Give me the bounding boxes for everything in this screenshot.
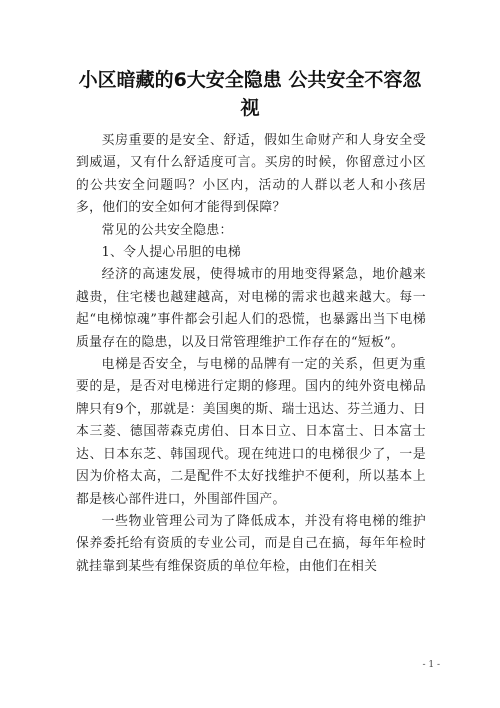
page-number: - 1 - <box>422 660 440 670</box>
document-body <box>76 130 426 578</box>
paragraph-elevator-demand: 经济的高速发展，使得城市的用地变得紧急，地价越来越贵，住宅楼也越建越高，对电梯的需求也越来越大。每一起“电梯惊魂”事件都会引起人们的恐慌，也暴露出当下电梯质量存在的隐患，以及日常管理维护工作存在的“短板”。 <box>76 267 426 350</box>
paragraph-intro: 买房重要的是安全、舒适，假如生命财产和人身安全受到威逼，又有什么舒适度可言。买房的时候，你留意过小区的公共安全问题吗？小区内，活动的人群以老人和小孩居多，他们的安全如何才能得到保障？ <box>76 133 426 216</box>
paragraph-section-1-heading: 1、令人提心吊胆的电梯 <box>101 245 242 261</box>
document-title: 小区暗藏的6大安全隐患 公共安全不容忽视 <box>78 69 422 119</box>
paragraph-property-management: 一些物业管理公司为了降低成本，并没有将电梯的维护保养委托给有资质的专业公司，而是自己在搞，每年年检时就挂靠到某些有维保资质的单位年检，由他们在相关 <box>76 513 426 574</box>
paragraph-elevator-brands: 电梯是否安全，与电梯的品牌有一定的关系，但更为重要的是，是否对电梯进行定期的修理。国内的纯外资电梯品牌只有9个，那就是：美国奥的斯、瑞士迅达、芬兰通力、日本三菱、德国蒂森克虏伯、日本日立、日本富士、日本富士达、日本东芝、韩国现代。现在纯进口的电梯很少了，一是因为价格太高，二是配件不太好找维护不便利，所以基本上都是核心部件进口，外围部件国产。 <box>76 357 426 507</box>
paragraph-hazards-heading: 常见的公共安全隐患： <box>101 222 233 238</box>
